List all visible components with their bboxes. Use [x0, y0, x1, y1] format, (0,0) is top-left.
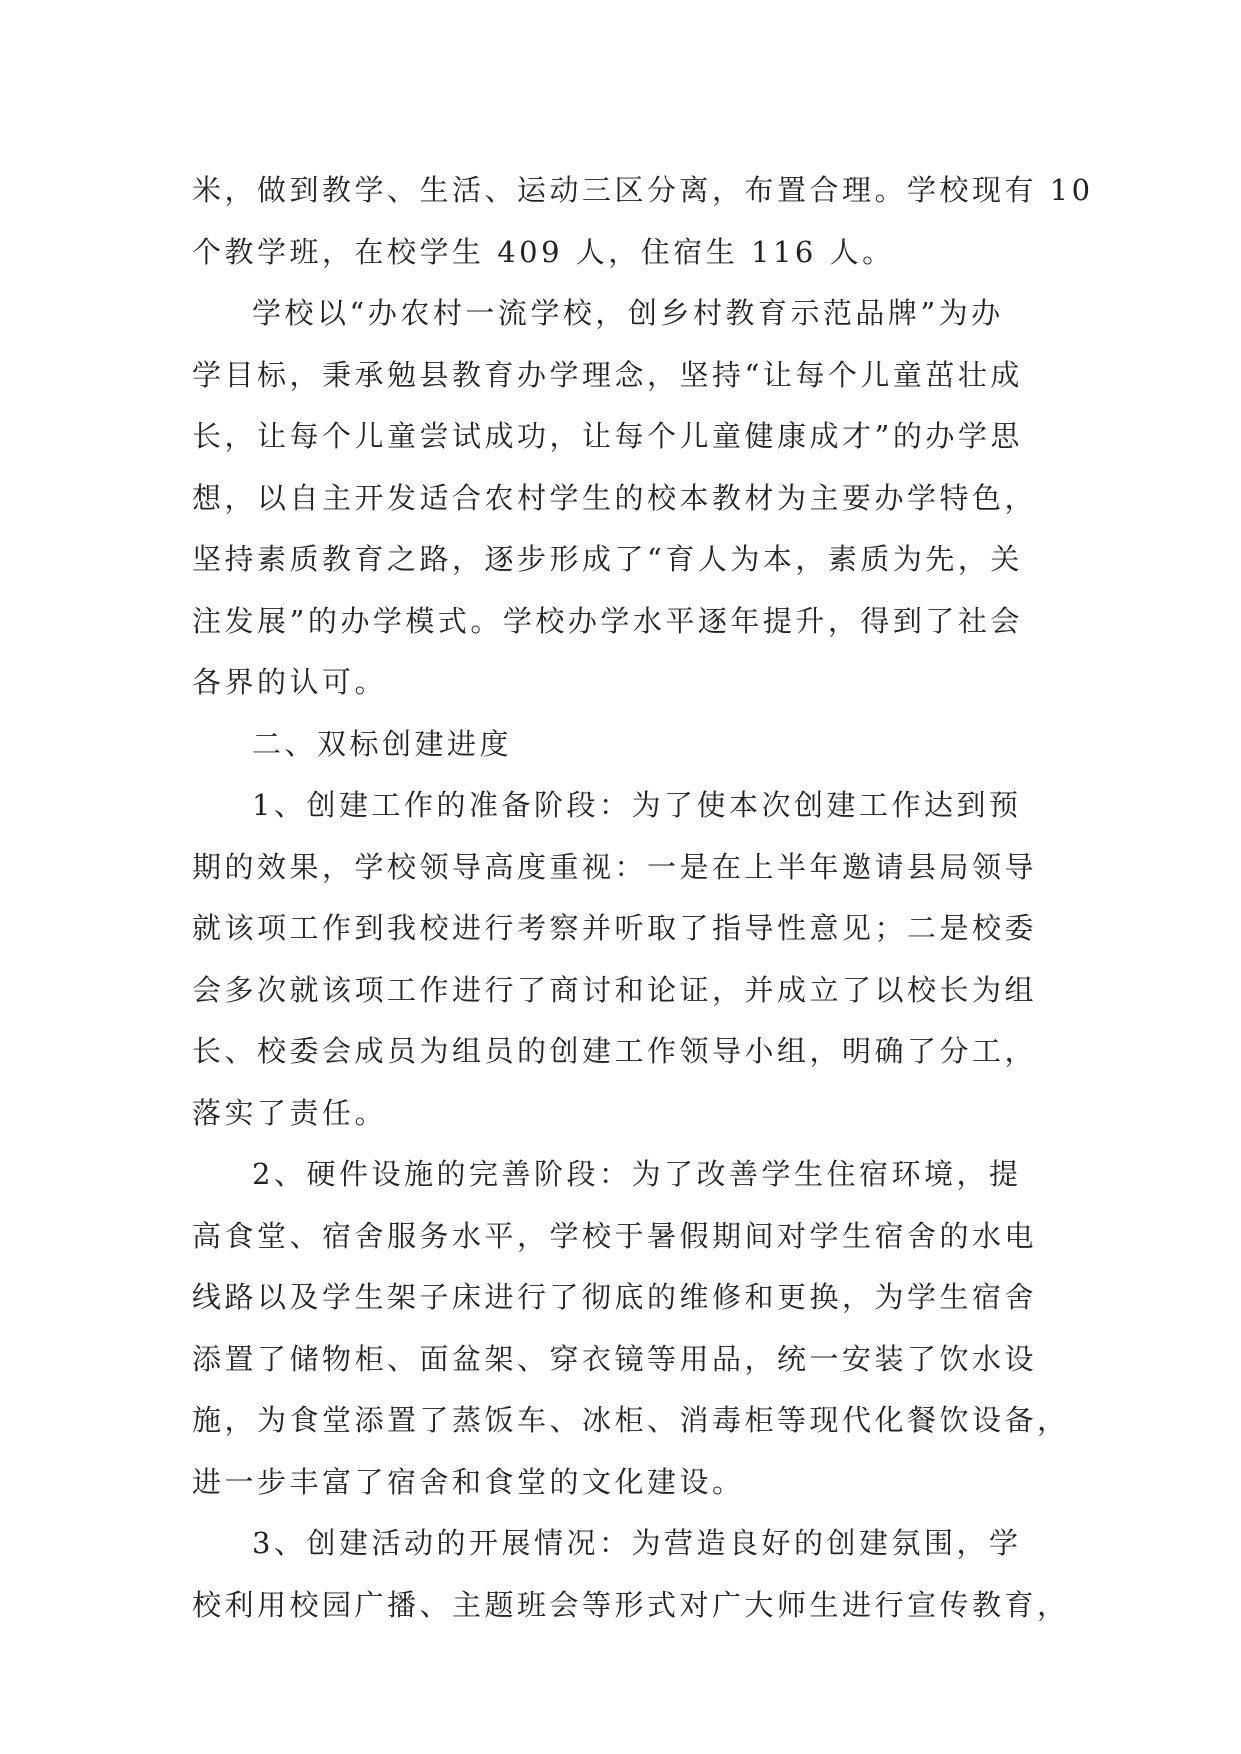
paragraph-start-line: 学校以“办农村一流学校，创乡村教育示范品牌”为办 — [252, 296, 1004, 330]
text-line: 注发展”的办学模式。学校办学水平逐年提升，得到了社会 — [192, 603, 1023, 638]
section-heading: 二、双标创建进度 — [252, 726, 513, 761]
text-line: 施，为食堂添置了蒸饭车、冰柜、消毒柜等现代化餐饮设备， — [192, 1403, 1070, 1437]
paragraph-start-line: 3、创建活动的开展情况：为营造良好的创建氛围，学 — [252, 1526, 1022, 1560]
text-line: 米，做到教学、生活、运动三区分离，布置合理。学校现有 10 — [192, 173, 1094, 207]
text-line: 学目标，秉承勉县教育办学理念，坚持“让每个儿童茁壮成 — [192, 357, 1023, 392]
text-line: 就该项工作到我校进行考察并听取了指导性意见；二是校委 — [192, 911, 1038, 945]
text-line: 校利用校园广播、主题班会等形式对广大师生进行宣传教育， — [192, 1587, 1070, 1622]
text-line: 各界的认可。 — [192, 665, 388, 699]
document-page — [192, 160, 1094, 1636]
text-line: 添置了储物柜、面盆架、穿衣镜等用品，统一安装了饮水设 — [192, 1341, 1038, 1376]
text-line: 个教学班，在校学生 409 人，住宿生 116 人。 — [192, 234, 895, 269]
paragraph-start-line: 2、硬件设施的完善阶段：为了改善学生住宿环境，提 — [252, 1157, 1022, 1191]
text-line: 线路以及学生架子床进行了彻底的维修和更换，为学生宿舍 — [192, 1280, 1038, 1314]
text-line: 会多次就该项工作进行了商讨和论证，并成立了以校长为组 — [192, 972, 1038, 1007]
paragraph-start-line: 1、创建工作的准备阶段：为了使本次创建工作达到预 — [252, 788, 1022, 822]
text-line: 坚持素质教育之路，逐步形成了“育人为本，素质为先，关 — [192, 542, 1023, 576]
text-line: 长、校委会成员为组员的创建工作领导小组，明确了分工， — [192, 1034, 1038, 1068]
text-line: 落实了责任。 — [192, 1095, 388, 1130]
text-line: 期的效果，学校领导高度重视：一是在上半年邀请县局领导 — [192, 849, 1038, 884]
text-line: 想，以自主开发适合农村学生的校本教材为主要办学特色， — [192, 480, 1038, 515]
text-line: 高食堂、宿舍服务水平，学校于暑假期间对学生宿舍的水电 — [192, 1218, 1038, 1253]
text-line: 长，让每个儿童尝试成功，让每个儿童健康成才”的办学思 — [192, 419, 1023, 453]
text-line: 进一步丰富了宿舍和食堂的文化建设。 — [192, 1464, 745, 1499]
